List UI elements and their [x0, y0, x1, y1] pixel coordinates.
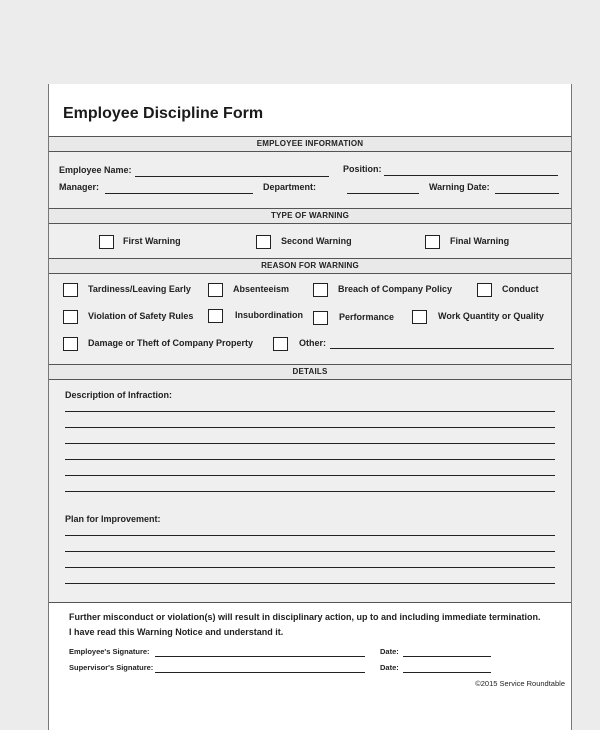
other-checkbox[interactable] — [273, 337, 288, 351]
tardiness-label: Tardiness/Leaving Early — [88, 284, 191, 294]
reason-panel — [49, 274, 571, 364]
first-warning-label: First Warning — [123, 236, 181, 246]
other-field[interactable] — [330, 348, 554, 349]
damage-theft-checkbox[interactable] — [63, 337, 78, 351]
description-line[interactable] — [65, 443, 555, 444]
description-line[interactable] — [65, 491, 555, 492]
final-warning-label: Final Warning — [450, 236, 510, 246]
plan-line[interactable] — [65, 551, 555, 552]
plan-line[interactable] — [65, 535, 555, 536]
safety-rules-label: Violation of Safety Rules — [88, 311, 194, 321]
second-warning-label: Second Warning — [281, 236, 352, 246]
performance-label: Performance — [339, 312, 395, 322]
department-label: Department: — [263, 182, 317, 192]
breach-of-policy-checkbox[interactable] — [313, 283, 328, 297]
plan-line[interactable] — [65, 567, 555, 568]
insubordination-label: Insubordination — [235, 310, 303, 320]
other-label: Other: — [299, 338, 326, 348]
description-label: Description of Infraction: — [65, 390, 173, 400]
employee-date-label: Date: — [380, 647, 399, 656]
copyright: ©2015 Service Roundtable — [475, 679, 565, 688]
employee-date-field[interactable] — [403, 656, 491, 657]
performance-checkbox[interactable] — [313, 311, 328, 325]
warning-date-label: Warning Date: — [429, 182, 490, 192]
manager-label: Manager: — [59, 182, 100, 192]
section-header-employee-info: EMPLOYEE INFORMATION — [49, 136, 571, 152]
section-header-type-of-warning: TYPE OF WARNING — [49, 208, 571, 224]
warning-date-field[interactable] — [495, 193, 559, 194]
supervisor-date-field[interactable] — [403, 672, 491, 673]
department-field[interactable] — [347, 193, 419, 194]
supervisor-signature-label: Supervisor's Signature: — [69, 663, 154, 672]
conduct-label: Conduct — [502, 284, 539, 294]
insubordination-checkbox[interactable] — [208, 309, 223, 323]
warning-type-panel — [49, 224, 571, 258]
second-warning-checkbox[interactable] — [256, 235, 271, 249]
section-header-reason-for-warning: REASON FOR WARNING — [49, 258, 571, 274]
employee-name-label: Employee Name: — [59, 165, 132, 175]
form-page — [48, 84, 572, 730]
employee-info-panel — [49, 152, 571, 208]
description-line[interactable] — [65, 427, 555, 428]
termination-notice: Further misconduct or violation(s) will result in disciplinary action, up to and including immediate termination. — [69, 612, 541, 622]
form-title: Employee Discipline Form — [63, 105, 264, 122]
safety-rules-checkbox[interactable] — [63, 310, 78, 324]
damage-theft-label: Damage or Theft of Company Property — [88, 338, 254, 348]
employee-signature-field[interactable] — [155, 656, 365, 657]
description-line[interactable] — [65, 475, 555, 476]
final-warning-checkbox[interactable] — [425, 235, 440, 249]
employee-name-field[interactable] — [135, 176, 329, 177]
details-panel — [49, 380, 571, 602]
breach-of-policy-label: Breach of Company Policy — [338, 284, 453, 294]
absenteeism-checkbox[interactable] — [208, 283, 223, 297]
plan-label: Plan for Improvement: — [65, 514, 161, 524]
section-header-details: DETAILS — [49, 364, 571, 380]
description-line[interactable] — [65, 459, 555, 460]
divider — [49, 602, 571, 603]
supervisor-signature-field[interactable] — [155, 672, 365, 673]
position-label: Position: — [343, 164, 382, 174]
manager-field[interactable] — [105, 193, 253, 194]
employee-signature-label: Employee's Signature: — [69, 647, 150, 656]
position-field[interactable] — [384, 175, 558, 176]
first-warning-checkbox[interactable] — [99, 235, 114, 249]
supervisor-date-label: Date: — [380, 663, 399, 672]
conduct-checkbox[interactable] — [477, 283, 492, 297]
description-line[interactable] — [65, 411, 555, 412]
work-quantity-quality-label: Work Quantity or Quality — [438, 311, 544, 321]
tardiness-checkbox[interactable] — [63, 283, 78, 297]
acknowledgement-notice: I have read this Warning Notice and understand it. — [69, 627, 284, 637]
absenteeism-label: Absenteeism — [233, 284, 290, 294]
plan-line[interactable] — [65, 583, 555, 584]
work-quantity-quality-checkbox[interactable] — [412, 310, 427, 324]
